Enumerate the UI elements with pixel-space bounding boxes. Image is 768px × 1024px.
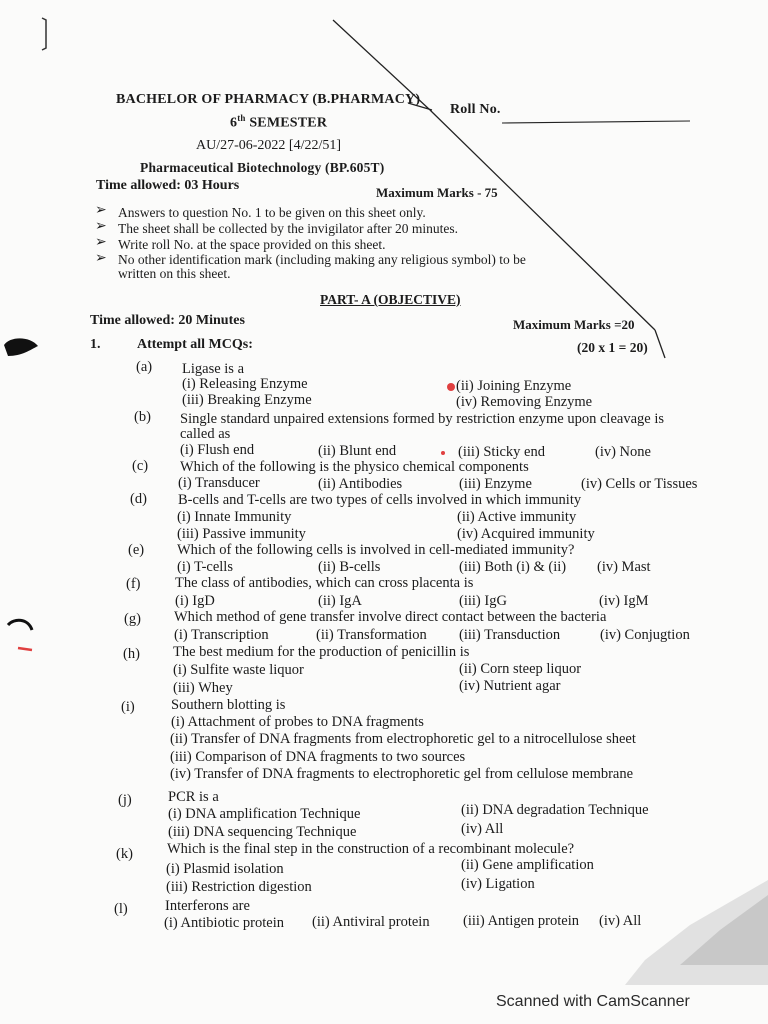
question-label: (i): [121, 699, 135, 715]
option: (ii) Blunt end: [318, 443, 397, 459]
answer-mark-icon: [447, 383, 455, 391]
time-allowed-part-a: Time allowed: 20 Minutes: [90, 313, 245, 328]
instruction-4-cont: written on this sheet.: [118, 266, 231, 281]
question-text: Which of the following cells is involved in cell-mediated immunity?: [177, 542, 575, 558]
instruction-bullet-icon: ➢: [95, 203, 107, 218]
option: (iii) Sticky end: [458, 444, 545, 460]
option: (ii) Antiviral protein: [312, 914, 430, 930]
instruction-3: Write roll No. at the space provided on this sheet.: [118, 237, 386, 252]
question-label: (f): [126, 576, 141, 592]
paper-code: AU/27-06-2022 [4/22/51]: [196, 138, 342, 153]
question-number: 1.: [90, 337, 101, 352]
option: (iii) Transduction: [459, 627, 561, 643]
option: (i) IgD: [175, 593, 215, 609]
option: (iii) Comparison of DNA fragments to two sources: [170, 749, 466, 765]
option: (i) Releasing Enzyme: [182, 376, 308, 392]
option: (iv) All: [461, 821, 504, 837]
instruction-4: No other identification mark (including making any religious symbol) to be: [118, 252, 526, 267]
roll-number-label: Roll No.: [450, 102, 501, 117]
question-instruction: Attempt all MCQs:: [137, 337, 253, 352]
option: (iii) IgG: [459, 593, 507, 609]
instruction-1: Answers to question No. 1 to be given on this sheet only.: [118, 205, 426, 220]
option: (iv) Ligation: [461, 876, 535, 892]
instruction-bullet-icon: ➢: [95, 251, 107, 266]
semester-label: 6th SEMESTER: [230, 113, 328, 131]
question-text: PCR is a: [168, 789, 219, 805]
option: (ii) Gene amplification: [461, 857, 594, 873]
question-text: Ligase is a: [182, 361, 245, 377]
option: (iii) Antigen protein: [463, 913, 579, 929]
option: (ii) Transfer of DNA fragments from electrophoretic gel to a nitrocellulose sheet: [170, 731, 636, 747]
option: (i) Transcription: [174, 627, 269, 643]
option: (iv) None: [595, 444, 651, 460]
question-label: (k): [116, 846, 133, 862]
time-allowed-total: Time allowed: 03 Hours: [96, 178, 240, 193]
question-text: The best medium for the production of penicillin is: [173, 644, 470, 660]
question-text: Single standard unpaired extensions formed by restriction enzyme upon cleavage is: [180, 411, 664, 427]
question-text: B-cells and T-cells are two types of cells involved in which immunity: [178, 492, 582, 508]
option: (ii) DNA degradation Technique: [461, 802, 649, 818]
question-label: (h): [123, 646, 140, 662]
option: (iii) Enzyme: [459, 476, 532, 492]
instruction-bullet-icon: ➢: [95, 219, 107, 234]
question-marks: (20 x 1 = 20): [577, 340, 648, 355]
question-label: (l): [114, 901, 128, 917]
option: (i) DNA amplification Technique: [168, 806, 361, 822]
question-text: Southern blotting is: [171, 697, 286, 713]
option: (iv) Removing Enzyme: [456, 394, 593, 410]
maximum-marks-part-a: Maximum Marks =20: [513, 317, 635, 332]
answer-mark-icon: [441, 451, 445, 455]
question-label: (d): [130, 491, 147, 507]
part-a-title: PART- A (OBJECTIVE): [320, 292, 461, 307]
maximum-marks-total: Maximum Marks - 75: [376, 185, 498, 200]
question-label: (j): [118, 792, 132, 808]
option: (ii) IgA: [318, 593, 362, 609]
question-text: Which method of gene transfer involve direct contact between the bacteria: [174, 609, 607, 625]
option: (iii) Passive immunity: [177, 526, 306, 542]
option: (ii) Antibodies: [318, 476, 403, 492]
option: (i) Sulfite waste liquor: [173, 662, 304, 678]
option: (iii) Whey: [173, 680, 233, 696]
option: (i) Attachment of probes to DNA fragments: [171, 714, 424, 730]
question-label: (b): [134, 409, 151, 425]
option: (iii) Both (i) & (ii): [459, 559, 567, 575]
option: (i) T-cells: [177, 559, 233, 575]
option: (iv) Acquired immunity: [457, 526, 595, 542]
option: (i) Antibiotic protein: [164, 915, 285, 931]
option: (iv) Conjugtion: [600, 627, 690, 643]
program-title: BACHELOR OF PHARMACY (B.PHARMACY): [116, 92, 421, 107]
question-text: Interferons are: [165, 898, 250, 914]
option: (iv) IgM: [599, 593, 649, 609]
question-label: (a): [136, 359, 153, 375]
option: (iv) Mast: [597, 559, 651, 575]
option: (i) Transducer: [178, 475, 260, 491]
option: (ii) Active immunity: [457, 509, 577, 525]
question-label: (c): [132, 458, 149, 474]
option: (i) Plasmid isolation: [166, 861, 284, 877]
option: (i) Flush end: [180, 442, 255, 458]
question-label: (g): [124, 611, 141, 627]
question-label: (e): [128, 542, 145, 558]
question-text: called as: [180, 426, 231, 442]
question-text: Which of the following is the physico chemical components: [180, 459, 529, 475]
option: (i) Innate Immunity: [177, 509, 292, 525]
option: (ii) Transformation: [316, 627, 427, 643]
option: (iii) Restriction digestion: [166, 879, 312, 895]
option: (ii) B-cells: [318, 559, 381, 575]
option: (iv) All: [599, 913, 642, 929]
question-text: Which is the final step in the construction of a recombinant molecule?: [167, 841, 575, 857]
option: (ii) Joining Enzyme: [456, 378, 572, 394]
scanner-watermark: Scanned with CamScanner: [496, 993, 690, 1010]
instruction-2: The sheet shall be collected by the invigilator after 20 minutes.: [118, 221, 459, 236]
option: (iv) Nutrient agar: [459, 678, 561, 694]
instruction-bullet-icon: ➢: [95, 235, 107, 250]
option: (iv) Cells or Tissues: [581, 476, 698, 492]
option: (iii) Breaking Enzyme: [182, 392, 312, 408]
question-text: The class of antibodies, which can cross placenta is: [175, 575, 474, 591]
subject-title: Pharmaceutical Biotechnology (BP.605T): [140, 160, 385, 175]
option: (ii) Corn steep liquor: [459, 661, 582, 677]
option: (iii) DNA sequencing Technique: [168, 824, 357, 840]
option: (iv) Transfer of DNA fragments to electrophoretic gel from cellulose membrane: [170, 766, 634, 782]
